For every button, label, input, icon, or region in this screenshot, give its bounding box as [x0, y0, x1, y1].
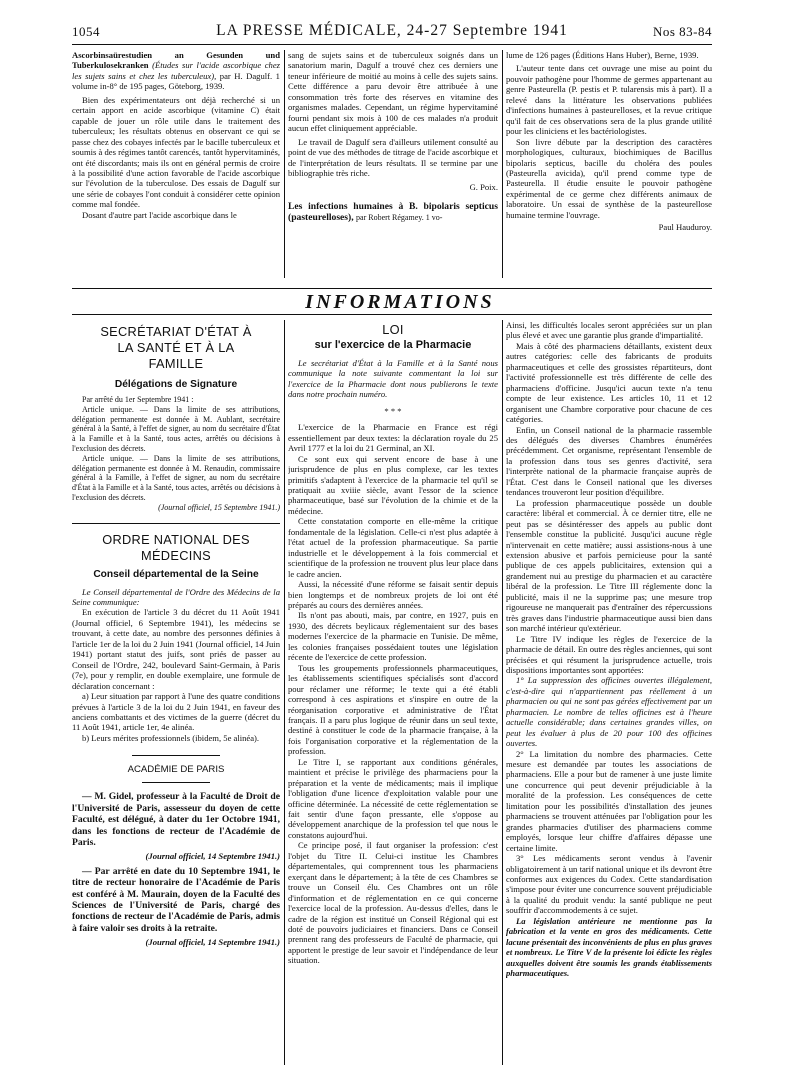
banner-rule-top: [72, 288, 712, 289]
loi-paragraph: Aussi, la nécessité d'une réforme se faisait sentir depuis bien longtemps et de nombreux projets de loi ont été préparés au cours des dernières années.: [288, 579, 498, 610]
loi-intro: Le secrétariat d'État à la Famille et à la Santé nous communique la note suivante commentant la loi sur l'exercice de la Pharmacie dont nous publierons le texte dans notre prochain numéro.: [288, 358, 498, 400]
arrete-line: Par arrêté du 1er Septembre 1941 :: [82, 395, 194, 404]
academie-paragraph-2: — Par arrêté en date du 10 Septembre 1941, le titre de recteur honoraire de l'Académie de Paris est conféré à M. Maurain, doyen de la Faculté des Sciences de l'Université de Paris, chargé des fonctions de recteur de l'Académie de Paris, admis à faire valoir ses droits à la retraite.: [72, 865, 280, 934]
review-signature: Paul Hauduroy.: [658, 222, 712, 233]
loi-paragraph: Enfin, un Conseil national de la pharmacie rassemble des délégués des diverses Chambres énumérées précédemment. Cet organisme, représentant l'ensemble de la profession dans tous ses genres d'activité, sera l'interprète national de la pharmacie française auprès de l'État. C'est dans le Conseil national que les diverses tendances trouveront leur position d'équilibre.: [506, 424, 712, 498]
ordre-paragraph: En exécution de l'article 3 du décret du 11 Août 1941 (Journal officiel, 6 Septembre 1941), les médecins se trouvant, à cette date, au nombre des personnes définies à l'article 1er de la loi du 2 Juin 1941 (Journal officiel, 14 Juin 1941) portant statut des juifs, sont priés de passer au Conseil de l'Ordre, 242, boulevard Saint-Germain, à Paris (7e), pour y remplir, en double exemplaire, une formule de déclaration concernant :: [72, 607, 280, 691]
loi-paragraph: Le Titre I, se rapportant aux conditions générales, maintient et précise le privilège des pharmaciens pour la préparation et la vente de médicaments; mais il implique l'obligation d'une licence d'exploitation valable pour une officine déterminée. La nécessité de cette réglementation se fait sentir d'une façon pressante, elle s'oppose au développement anarchique de la profession tel que nous le constatons aujourd'hui.: [288, 756, 498, 840]
column-rule: [284, 50, 285, 278]
review-paragraph: L'auteur tente dans cet ouvrage une mise au point du pouvoir pathogène pour l'homme de germes appartenant au genre Pasteurella (P. pestis et P. tularensis mis à part). Il a relevé dans la littérature les observations publiées d'infections humaines à pasteurelloses, et la revue critique qu'il fait de ces observations sera de la plus grande utilité pour les cliniciens et les bactériologistes.: [506, 63, 712, 137]
journal-officiel-ref: (Journal officiel, 14 Septembre 1941.): [145, 937, 280, 948]
article-delegation-2: Article unique. — Dans la limite de ses attributions, délégation permanente est donnée à M. Renaudin, commissaire général à la Famille, à l'effet de signer, au nom du secrétaire d'État à la Famille et à la Santé, tous actes, arrêtés ou décisions à l'exclusion des décrets.: [72, 453, 280, 502]
journal-title: LA PRESSE MÉDICALE, 24-27 Septembre 1941: [216, 22, 568, 39]
column-rule: [502, 320, 503, 1065]
page-number: 1054: [72, 24, 100, 39]
loi-paragraph: Tous les groupements professionnels pharmaceutiques, les établissements scientifiques spécialisés sont d'accord pour réclamer une réforme; le texte qui a été établi correspond à ces aspirations et s'inspire en outre de la réorganisation corporative et administrative de l'État français. Il a paru plus logique de réunir dans un seul texte, destiné à constituer le code de la pharmacie française, à la fois l'organisation corporative et la réglementation de la profession.: [288, 662, 498, 757]
review-paragraph: Le travail de Dagulf sera d'ailleurs utilement consulté au point de vue des méthodes de titrage de l'acide ascorbique et de l'interprétation de leurs résultats. Il se termine par une bibliographie très riche.: [288, 136, 498, 178]
review-paragraph: Son livre débute par la description des caractères morphologiques, culturaux, biochimiques de Bacillus bipolaris septicus, bacille du choléra des poules (Pasteurella avicida), qu'il prend comme type de Pasteurella. Il étudie ensuite le pouvoir pathogène expérimental de ce germe chez différents animaux de laboratoire. Un essai de synthèse de la pasteurellose humaine termine l'ouvrage.: [506, 136, 712, 220]
academie-paragraph-1: — M. Gidel, professeur à la Faculté de Droit de l'Université de Paris, assesseur du doyen de cette Faculté, est délégué, à dater du 1er Octobre 1941, dans les fonctions de recteur de l'Académie de Paris.: [72, 791, 280, 848]
review-reference: par H. Dagulf. 1 volume in-8° de 195 pages, Göteborg, 1939.: [72, 70, 280, 92]
loi-paragraph: Le Titre IV indique les règles de l'exercice de la pharmacie de détail. En outre des règles anciennes, qui sont précisées et qui résument la jurisprudence actuelle, trois dispositions importantes sont apportées:: [506, 633, 712, 675]
ordre-item-a: a) Leur situation par rapport à l'une des quatre conditions prévues à l'article 3 de la loi du 2 Juin 1941, en faveur des anciens combattants et des victimes de la guerre (décret du 11 Août 1941, article 1er, 4e alinéa.: [72, 691, 280, 733]
journal-officiel-ref: (Journal officiel, 14 Septembre 1941.): [145, 851, 280, 862]
loi-paragraph: La profession pharmaceutique possède un double caractère: libéral et commercial. À ce dernier titre, elle ne peut pas se désintéresser des appels au public dont l'ensemble constitue la publicité. Jusqu'ici aucune règle n'intervenait en cette matière; aussi assistions-nous à une extension abusive et parfois pernicieuse pour la santé publique de ces appels publicitaires, extension qui a grandement nui au prestige du pharmacien et au caractère libéral de la profession. Le Titre III réglemente donc la publicité, mais il ne la supprime pas; une mesure trop rigoureuse ne manquerait pas d'entraîner des répercussions très graves dans l'industrie pharmaceutique aussi bien dans son marché intérieur qu'extérieur.: [506, 497, 712, 634]
review-title-2: Les infections humaines à B. bipolaris septicus (pasteurelloses),: [288, 200, 498, 224]
loi-paragraph: Ce principe posé, il faut organiser la profession: c'est l'objet du Titre II. Celui-ci institue les Chambres départementales, qui comprennent tous les pharmaciens exerçant dans le département; à la tête de ces Chambres se trouve un Conseil élu. Ces Chambres ont un rôle d'information et de réglementation en ce qui concerne l'exercice local de la profession. Au-dessus d'elles, dans le cadre de la région est institué un Conseil Régional qui est doté de pouvoirs judiciaires et financiers. Dans ce Conseil prennent rang des professeurs de Faculté de pharmacie, qui apportent le prestige de leur savoir et l'indépendance de leur situation.: [288, 840, 498, 966]
review-column-1: [72, 50, 280, 278]
issue-number: Nos 83-84: [652, 24, 712, 39]
heading-academie: ACADÉMIE DE PARIS: [127, 764, 225, 776]
loi-paragraph: L'exercice de la Pharmacie en France est régi essentiellement par deux textes: la déclaration royale du 25 Avril 1777 et la loi du 21 Germinal, an XI.: [288, 422, 498, 454]
middle-column: [288, 320, 498, 1070]
review-paragraph: Bien des expérimentateurs ont déjà recherché si un certain apport en acide ascorbique (vitamine C) était capable de jouer un rôle utile dans le traitement des tuberculeux; les résultats obtenus en observant ce qui se passe chez des cobayes infectés par le bacille tuberculeux et soumis à des régimes tantôt carencés, tantôt hypervitaminés, ont été discordants; mais ils ont en général permis de croire à la possibilité d'une action favorable de l'acide ascorbique sur l'évolution de la tuberculose. Des essais de Dagulf sur une série de cobayes l'ont conduit à considérer cette opinion comme mal fondée.: [72, 94, 280, 210]
loi-paragraph: 1° La suppression des officines ouvertes illégalement, c'est-à-dire qui n'appartiennent pas réellement à un pharmacien ou qui ne sont pas gérées effectivement par un pharmacien. Le nombre de telles officines est à l'heure actuelle considérable; dans certaines grandes villes, on peut les évaluer à plus de 20 pour 100 des officines ouvertes.: [506, 675, 712, 749]
loi-paragraph: Ils n'ont pas abouti, mais, par contre, en 1927, puis en 1930, des décrets beylicaux réglementaient sur des bases modernes l'exercice de la pharmacie en Tunisie. De même, les colonies françaises possédaient toutes une législation récente de l'exercice de cette profession.: [288, 610, 498, 663]
review-title: Ascorbinsaürestudien an Gesunden und Tuberkulosekranken: [72, 50, 280, 71]
separator-stars: * * *: [384, 405, 402, 416]
loi-paragraph: 2° La limitation du nombre des pharmacies. Cette mesure est demandée par toutes les associations de pharmaciens. Elle a pour but de ramener à une juste limite une concurrence qui peut devenir préjudiciable à la moralité de la profession. Les conséquences de cette limitation pour les possibilités d'installation des jeunes pharmaciens se trouvent atténuées par l'obligation pour les grandes pharmacies d'utiliser des pharmaciens comme employés, lorsque leur chiffre d'affaires dépasse une certaine limite.: [506, 748, 712, 853]
review-paragraph: Dosant d'autre part l'acide ascorbique dans le: [82, 209, 237, 220]
loi-paragraph: 3° Les médicaments seront vendus à l'avenir obligatoirement à un tarif national unique et ils devront être conformes aux exigences du Codex. Cette standardisation s'impose pour éviter une concurrence souvent préjudiciable à la qualité du produit vendu: la santé publique ne peut souffrir d'accommodements à ce sujet.: [506, 853, 712, 916]
review-reference-2: par Robert Régamey. 1 vo-: [356, 213, 443, 223]
column-rule: [284, 320, 285, 1065]
review-signature: G. Poix.: [469, 182, 498, 193]
ordre-intro: Le Conseil départemental de l'Ordre des Médecins de la Seine communique:: [72, 586, 280, 608]
banner-rule-bottom: [72, 314, 712, 315]
review-subtitle: (Études sur l'acide ascorbique chez les sujets sains et chez les tuberculeux),: [72, 60, 280, 81]
ordre-item-b: b) Leurs mérites professionnels (ibidem, 5e alinéa).: [82, 732, 260, 743]
section-divider: [132, 755, 220, 756]
page-header: [72, 22, 712, 44]
review-column-2: [288, 50, 498, 282]
left-column: [72, 320, 280, 1070]
loi-paragraph: La législation antérieure ne mentionne pas la fabrication et la vente en gros des médicaments. Cette lacune présentait des inconvénients de plus en plus graves et nombreux. Le Titre V de la présente loi édicte les règles auxquelles doivent être soumis les grands établissements pharmaceutiques.: [506, 915, 712, 979]
section-banner: INFORMATIONS: [305, 291, 495, 313]
heading-conseil: Conseil départemental de la Seine: [93, 568, 259, 580]
review-paragraph: sang de sujets sains et de tuberculeux soignés dans un sanatorium marin, Dagulf a trouvé chez ces derniers une teneur inférieure de moitié au moins à celle des sujets sains. Cette différence a paru devoir être attribuée à une consommation très forte des réserves en vitamine des organismes malades. Cependant, un régime hypervitaminé fourni pendant six mois à 100 de ces malades n'a produit aucun effet cliniquement appréciable.: [288, 50, 498, 134]
article-delegation-1: Article unique. — Dans la limite de ses attributions, délégation permanente est donnée à M. Aublant, secrétaire général à la Santé, à l'effet de signer, au nom du secrétaire d'État à la Famille et à la Santé, tous actes, arrêtés ou décisions à l'exclusion des décrets.: [72, 404, 280, 453]
column-rule: [502, 50, 503, 278]
journal-officiel-ref: (Journal officiel, 15 Septembre 1941.): [158, 502, 280, 512]
section-divider: [142, 782, 210, 783]
heading-delegations: Délégations de Signature: [114, 379, 238, 390]
review-paragraph: lume de 126 pages (Éditions Hans Huber), Berne, 1939.: [506, 50, 699, 60]
section-divider: [72, 523, 280, 524]
right-column: [506, 320, 712, 1070]
loi-paragraph: Cette constatation comporte en elle-même la critique fondamentale de la législation. Celle-ci n'est plus adaptée à l'état actuel de la profession pharmaceutique. Sa partie industrielle et le développement à la fois commercial et scientifique de la profession ne trouvent plus leur place dans le cadre ancien.: [288, 516, 498, 579]
loi-paragraph: Ce sont eux qui servent encore de base à une jurisprudence de plus en plus complexe, car les textes primitifs s'adaptent à l'exercice de la pharmacie tel qu'il se pratiquait au xviiie siècle, avant l'essor de la science pharmaceutique, basé sur l'évolution de la chimie et de la médecine.: [288, 453, 498, 516]
loi-paragraph: Mais à côté des pharmaciens détaillants, existent deux autres catégories: celle des fabricants de produits pharmaceutiques et celle des grossistes répartiteurs, dont l'activité professionnelle est très différente de celle des pharmaciens d'officine. Jusqu'ici aucun texte n'a tenu compte de leur existence. Les articles 10, 11 et 12 organisent une Chambre corporative pour chacune de ces catégories.: [506, 340, 712, 425]
heading-loi: LOI: [382, 322, 404, 337]
heading-loi-subtitle: sur l'exercice de la Pharmacie: [314, 339, 472, 351]
heading-ordre: ORDRE NATIONAL DES MÉDECINS: [102, 531, 250, 563]
review-column-3: [506, 50, 712, 282]
loi-paragraph: Ainsi, les difficultés locales seront appréciées sur un plan plus élevé et avec une garantie plus grande d'impartialité.: [506, 320, 712, 341]
heading-secretariat: SECRÉTARIAT D'ÉTAT À LA SANTÉ ET À LA FAMILLE: [100, 324, 252, 371]
header-rule: [72, 44, 712, 45]
